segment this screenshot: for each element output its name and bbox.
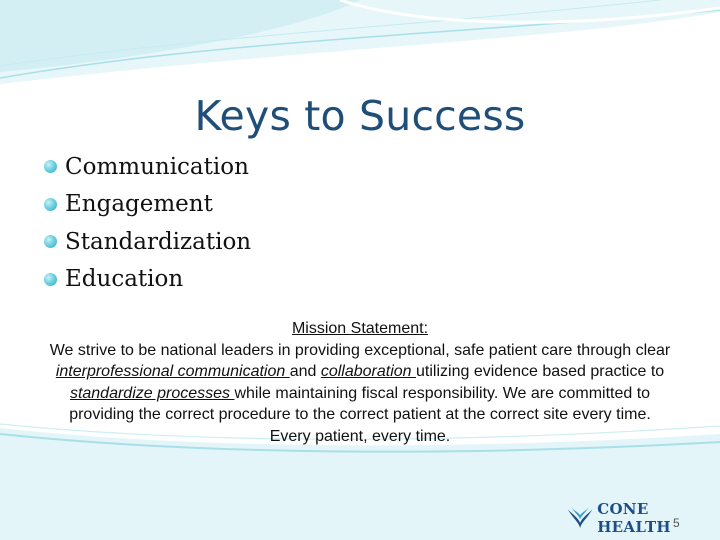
bullet-item [44, 186, 251, 224]
mission-heading: Mission Statement: [291, 320, 429, 337]
mission-emphasis: standardize processes [69, 384, 235, 402]
mission-text: We strive to be national leaders in providing exceptional, safe patient care through clear [49, 341, 671, 359]
bullet-list [44, 148, 251, 298]
circle-bullet-icon [44, 235, 57, 248]
bullet-label: Engagement [65, 191, 213, 218]
mission-text: while maintaining fiscal responsibility. We are committed to providing the correct procedure to the correct patient at the correct site every time. Every patient, every time. [69, 384, 651, 445]
bullet-item [44, 261, 251, 299]
mission-statement [48, 318, 672, 447]
circle-bullet-icon [44, 198, 57, 211]
circle-bullet-icon [44, 160, 57, 173]
top-wave-decoration [0, 0, 720, 90]
bullet-item [44, 223, 251, 261]
mission-emphasis: interprofessional communication [55, 363, 290, 380]
mission-body [48, 340, 672, 448]
bullet-label: Communication [65, 153, 249, 180]
bullet-item [44, 148, 251, 186]
logo-text: CONE HEALTH [597, 500, 671, 536]
slide-number: 5 [673, 516, 680, 530]
mission-emphasis: collaboration [320, 363, 417, 380]
circle-bullet-icon [44, 273, 57, 286]
mission-text: utilizing evidence based practice to [416, 363, 665, 380]
mission-text: and [289, 363, 321, 380]
slide-title: Keys to Success [194, 92, 526, 140]
cone-health-logo [566, 500, 720, 536]
bullet-label: Education [65, 266, 184, 293]
bullet-label: Standardization [65, 228, 252, 255]
cone-health-logo-icon [566, 505, 594, 531]
